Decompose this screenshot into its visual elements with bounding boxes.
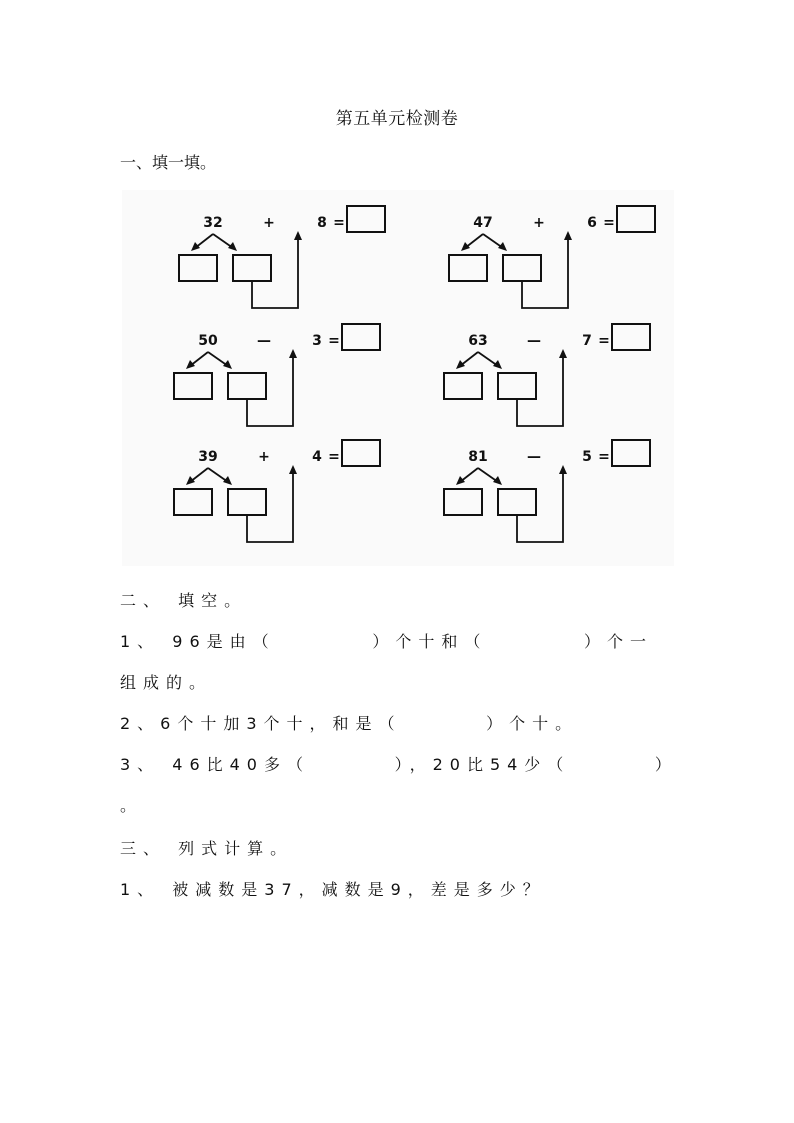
problem-3-equals-sign: = xyxy=(328,333,340,349)
problem-5-operator: + xyxy=(258,449,270,465)
problem-4-combine-arrow xyxy=(517,358,563,426)
problem-5-answer-box xyxy=(342,440,380,466)
problem-4-tens-box xyxy=(444,373,482,399)
problem-4-equals-sign: = xyxy=(598,333,610,349)
problem-2-ones-box xyxy=(503,255,541,281)
section2-q1-line1: 1、 96是由（ ）个十和（ ）个一 xyxy=(120,632,654,651)
problem-5-split-arrowhead-right xyxy=(223,476,232,485)
problem-5-second-number: 4 xyxy=(312,449,322,465)
problem-1-answer-box xyxy=(347,206,385,232)
problem-2-second-number: 6 xyxy=(587,215,597,231)
problem-5-first-number: 39 xyxy=(198,449,218,465)
problem-2-combine-arrowhead xyxy=(564,231,572,240)
problem-3-split-arrowhead-left xyxy=(186,360,195,369)
problem-2-tens-box xyxy=(449,255,487,281)
problem-5-combine-arrowhead xyxy=(289,465,297,474)
problem-6-equals-sign: = xyxy=(598,449,610,465)
problem-3-first-number: 50 xyxy=(198,333,218,349)
problem-2-equals-sign: = xyxy=(603,215,615,231)
problem-6-first-number: 81 xyxy=(468,449,488,465)
section2-q3-line2: 。 xyxy=(120,796,137,815)
problem-4-split-arrowhead-right xyxy=(493,360,502,369)
problem-3-answer-box xyxy=(342,324,380,350)
problem-3-second-number: 3 xyxy=(312,333,322,349)
problem-2-first-number: 47 xyxy=(473,215,493,231)
problem-5-combine-arrow xyxy=(247,474,293,542)
section2-q1-line2: 组成的。 xyxy=(120,673,213,692)
problem-6-tens-box xyxy=(444,489,482,515)
problem-4-split-arrowhead-left xyxy=(456,360,465,369)
problem-6-operator: — xyxy=(527,449,541,465)
problem-3-ones-box xyxy=(228,373,266,399)
problem-5-tens-box xyxy=(174,489,212,515)
problem-4-operator: — xyxy=(527,333,541,349)
problem-3-combine-arrowhead xyxy=(289,349,297,358)
problem-3-tens-box xyxy=(174,373,212,399)
problem-4-second-number: 7 xyxy=(582,333,592,349)
section1-heading: 一、填一填。 xyxy=(120,153,217,172)
problem-3-combine-arrow xyxy=(247,358,293,426)
problem-1-equals-sign: = xyxy=(333,215,345,231)
problem-6-combine-arrowhead xyxy=(559,465,567,474)
section2-heading: 二、 填空。 xyxy=(120,591,248,610)
problem-1-tens-box xyxy=(179,255,217,281)
problem-6-ones-box xyxy=(498,489,536,515)
problem-1-operator: + xyxy=(263,215,275,231)
problem-1-ones-box xyxy=(233,255,271,281)
problem-1-split-arrowhead-left xyxy=(191,242,200,251)
problem-2-split-arrowhead-left xyxy=(461,242,470,251)
problem-5-equals-sign: = xyxy=(328,449,340,465)
problem-4-combine-arrowhead xyxy=(559,349,567,358)
problem-2-operator: + xyxy=(533,215,545,231)
problem-2-split-arrowhead-right xyxy=(498,242,507,251)
section3-heading: 三、 列式计算。 xyxy=(120,839,294,858)
problem-1-first-number: 32 xyxy=(203,215,223,231)
problem-2-combine-arrow xyxy=(522,240,568,308)
problem-5-split-arrowhead-left xyxy=(186,476,195,485)
problem-6-combine-arrow xyxy=(517,474,563,542)
problem-4-answer-box xyxy=(612,324,650,350)
problem-6-split-arrowhead-right xyxy=(493,476,502,485)
problem-6-answer-box xyxy=(612,440,650,466)
problem-2-answer-box xyxy=(617,206,655,232)
problem-1-split-arrowhead-right xyxy=(228,242,237,251)
problem-6-second-number: 5 xyxy=(582,449,592,465)
problem-5-ones-box xyxy=(228,489,266,515)
problem-1-combine-arrow xyxy=(252,240,298,308)
decomposition-puzzle-figure xyxy=(122,190,674,566)
section2-q3-line1: 3、 46比40多（ ），20比54少（ ） xyxy=(120,755,678,774)
problem-1-combine-arrowhead xyxy=(294,231,302,240)
problem-1-second-number: 8 xyxy=(317,215,327,231)
problem-6-split-arrowhead-left xyxy=(456,476,465,485)
problem-3-operator: — xyxy=(257,333,271,349)
problem-4-first-number: 63 xyxy=(468,333,488,349)
page-title: 第五单元检测卷 xyxy=(335,109,459,129)
section2-q2: 2、6个十加3个十，和是（ ）个十。 xyxy=(120,714,579,733)
problem-3-split-arrowhead-right xyxy=(223,360,232,369)
problem-4-ones-box xyxy=(498,373,536,399)
section3-q1: 1、 被减数是37，减数是9，差是多少？ xyxy=(120,880,546,899)
